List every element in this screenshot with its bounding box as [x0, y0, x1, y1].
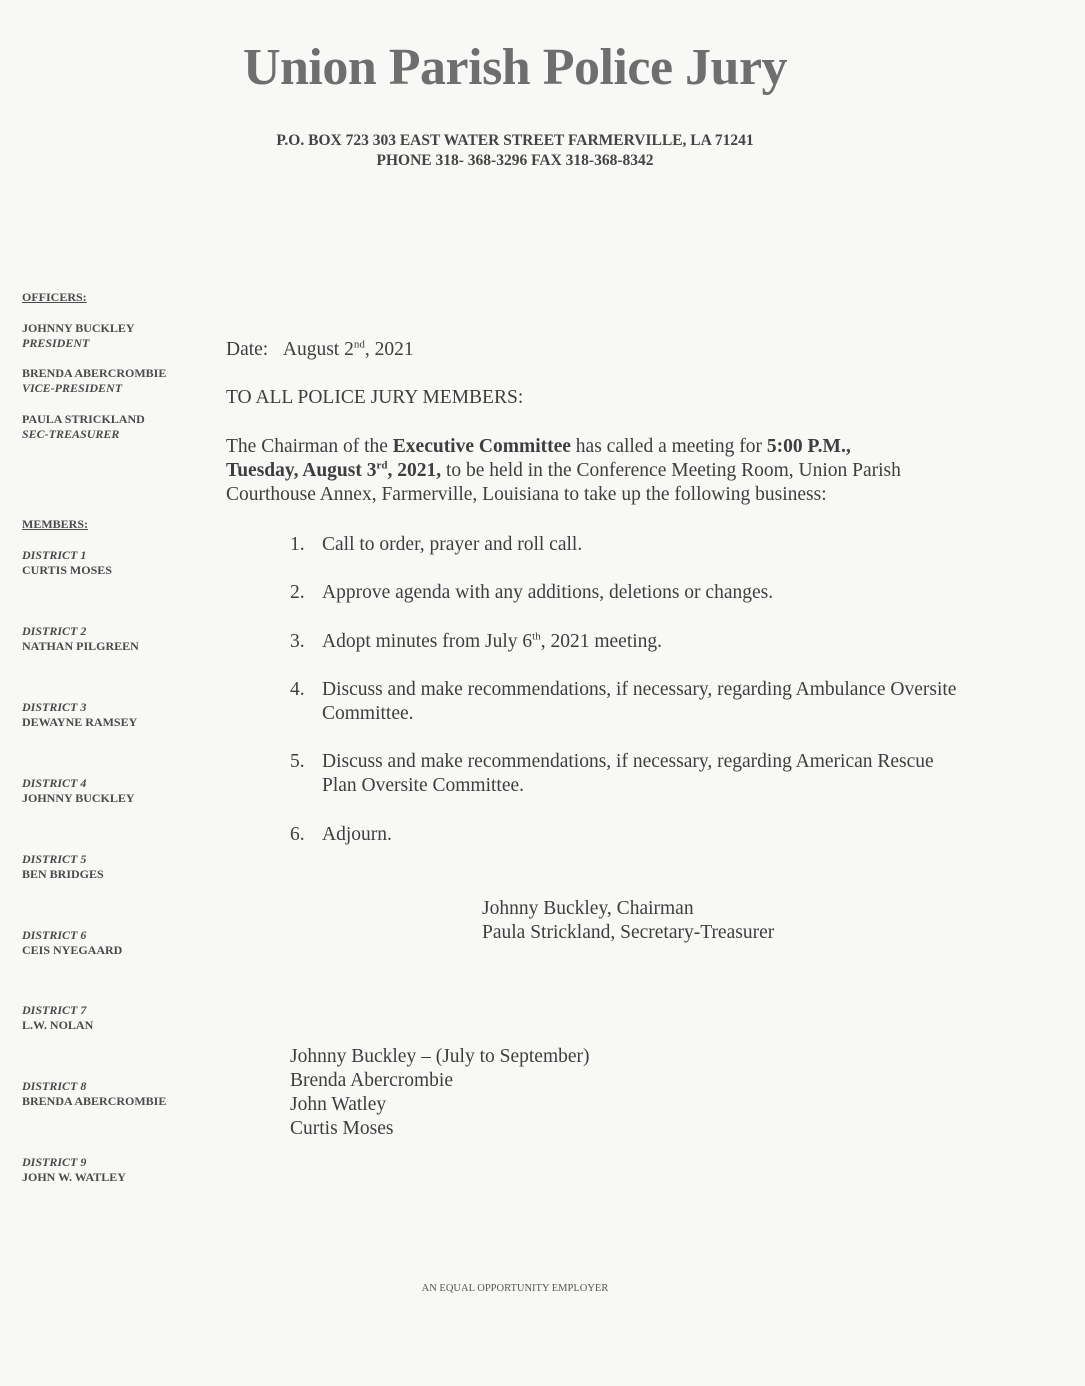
- officers-heading: OFFICERS:: [22, 290, 87, 304]
- member-entry: [22, 1003, 93, 1033]
- member-name: BRENDA ABERCROMBIE: [22, 1094, 167, 1108]
- agenda-number: 1.: [290, 534, 305, 555]
- members-heading: MEMBERS:: [22, 517, 88, 531]
- date-month-day: August 2: [282, 339, 354, 360]
- member-name: BEN BRIDGES: [22, 867, 104, 881]
- agenda-text-part: , 2021 meeting.: [540, 631, 663, 652]
- intro-paragraph: [226, 435, 956, 507]
- member-name: L.W. NOLAN: [22, 1018, 94, 1032]
- officer-entry: [22, 412, 145, 442]
- agenda-text: Discuss and make recommendations, if necessary, regarding Ambulance Oversite Committee.: [322, 679, 957, 724]
- sidebar: [22, 0, 212, 1386]
- member-entry: [22, 1079, 166, 1109]
- officer-role: VICE-PRESIDENT: [22, 381, 123, 395]
- intro-text: has called a meeting for: [570, 436, 767, 457]
- signature-chairman: Johnny Buckley, Chairman: [482, 898, 694, 919]
- date-label: Date:: [226, 339, 269, 360]
- member-name: CEIS NYEGAARD: [22, 943, 123, 957]
- agenda-number: 3.: [290, 631, 305, 652]
- committee-member: John Watley: [290, 1094, 387, 1115]
- member-entry: [22, 624, 139, 654]
- officer-name: JOHNNY BUCKLEY: [22, 321, 135, 335]
- member-district: DISTRICT 8: [22, 1079, 87, 1093]
- meeting-year: , 2021,: [387, 460, 442, 481]
- letter-date: [226, 338, 414, 362]
- member-name: JOHN W. WATLEY: [22, 1170, 126, 1184]
- member-district: DISTRICT 2: [22, 624, 87, 638]
- agenda-number: 6.: [290, 824, 305, 845]
- officer-entry: [22, 366, 166, 396]
- agenda-text: Adjourn.: [322, 824, 392, 845]
- officer-role: SEC-TREASURER: [22, 427, 120, 441]
- agenda-text: Approve agenda with any additions, deletions or changes.: [322, 582, 774, 603]
- officer-name: BRENDA ABERCROMBIE: [22, 366, 167, 380]
- member-district: DISTRICT 5: [22, 852, 87, 866]
- member-entry: [22, 548, 112, 578]
- member-name: JOHNNY BUCKLEY: [22, 791, 135, 805]
- member-entry: [22, 700, 137, 730]
- member-name: NATHAN PILGREEN: [22, 639, 139, 653]
- committee-name: Executive Committee: [392, 436, 571, 457]
- member-entry: [22, 852, 104, 882]
- date-year: , 2021: [364, 339, 414, 360]
- agenda-number: 2.: [290, 582, 305, 603]
- officer-role: PRESIDENT: [22, 336, 90, 350]
- member-name: CURTIS MOSES: [22, 563, 112, 577]
- officer-entry: [22, 321, 135, 351]
- meeting-day: Tuesday, August 3: [226, 460, 377, 481]
- officer-name: PAULA STRICKLAND: [22, 412, 145, 426]
- meeting-day-suffix: rd: [376, 459, 388, 472]
- agenda-text-part: Adopt minutes from July 6: [322, 631, 533, 652]
- member-district: DISTRICT 7: [22, 1003, 87, 1017]
- date-suffix: nd: [353, 338, 365, 351]
- salutation: TO ALL POLICE JURY MEMBERS:: [226, 387, 524, 408]
- member-district: DISTRICT 3: [22, 700, 87, 714]
- intro-text: to be held in the Conference Meeting Room, Union Parish Courthouse Annex, Farmerville, Louisiana to take up the following business:: [226, 460, 901, 505]
- address-line: P.O. BOX 723 303 EAST WATER STREET FARMERVILLE, LA 71241: [276, 132, 754, 149]
- committee-member: Johnny Buckley – (July to September): [290, 1046, 590, 1067]
- phone-line: PHONE 318- 368-3296 FAX 318-368-8342: [376, 152, 654, 169]
- signature-secretary: Paula Strickland, Secretary-Treasurer: [482, 922, 775, 943]
- committee-member: Curtis Moses: [290, 1118, 394, 1139]
- agenda-text: Call to order, prayer and roll call.: [322, 534, 583, 555]
- agenda-number: 5.: [290, 751, 305, 772]
- member-district: DISTRICT 1: [22, 548, 87, 562]
- member-district: DISTRICT 4: [22, 776, 87, 790]
- meeting-date: [226, 460, 441, 481]
- agenda-text: Discuss and make recommendations, if necessary, regarding American Rescue Plan Oversite Committee.: [322, 751, 934, 796]
- member-district: DISTRICT 9: [22, 1155, 87, 1169]
- member-entry: [22, 928, 122, 958]
- agenda-suffix: th: [532, 630, 541, 643]
- member-entry: [22, 1155, 126, 1185]
- member-entry: [22, 776, 135, 806]
- meeting-time: 5:00 P.M.,: [766, 436, 851, 457]
- member-name: DEWAYNE RAMSEY: [22, 715, 138, 729]
- footer-text: AN EQUAL OPPORTUNITY EMPLOYER: [421, 1283, 609, 1294]
- intro-text: The Chairman of the: [226, 436, 393, 457]
- member-district: DISTRICT 6: [22, 928, 87, 942]
- committee-member: Brenda Abercrombie: [290, 1070, 453, 1091]
- agenda-number: 4.: [290, 679, 305, 700]
- letterhead-title: Union Parish Police Jury: [242, 39, 788, 96]
- agenda-text: [322, 630, 962, 654]
